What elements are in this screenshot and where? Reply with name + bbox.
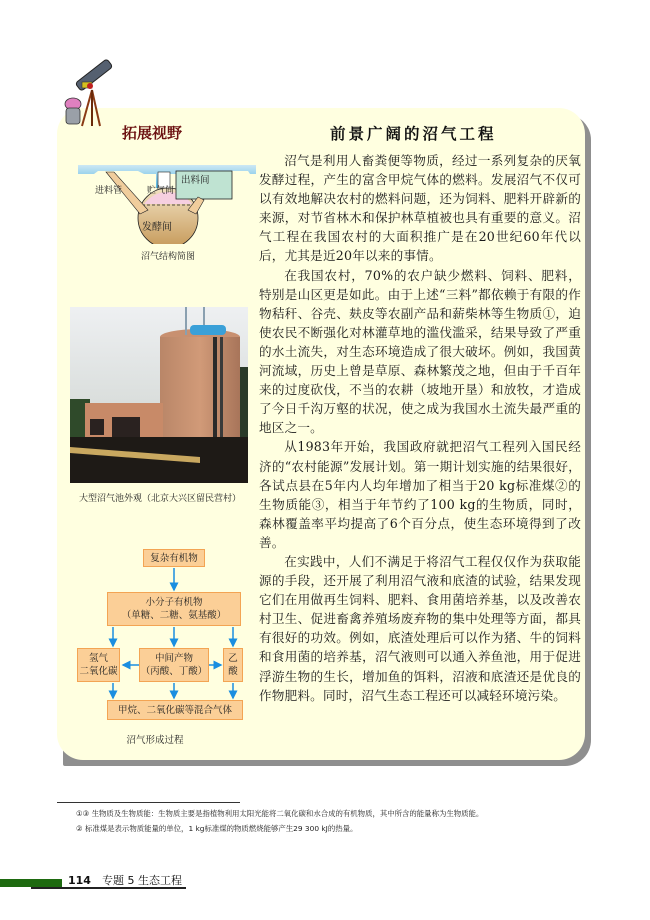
node-mixed-gas: 甲烷、二氧化碳等混合气体 bbox=[107, 700, 243, 720]
article-title: 前景广阔的沼气工程 bbox=[330, 124, 497, 143]
footnote-1: ①③ 生物质及生物质能：生物质主要是指植物利用太阳光能将二氧化碳和水合成的有机物质，其中所含的能量称为生物质能。 bbox=[76, 809, 484, 818]
node-small-molecules: 小分子有机物 （单糖、二糖、氨基酸） bbox=[107, 592, 241, 626]
node-hydrogen-co2: 氢气 二氧化碳 bbox=[77, 648, 120, 682]
footnote-2: ② 标准煤是表示物质能量的单位，1 kg标准煤的物质燃烧能够产生29 300 kJ的热量。 bbox=[76, 824, 358, 833]
label-inlet: 进料管 bbox=[95, 186, 123, 196]
label-outlet: 出料间 bbox=[181, 175, 210, 186]
paragraph-2: 在我国农村，70%的农户缺少燃料、饲料、肥料，特别是山区更是如此。由于上述“三料”都依赖于有限的作物秸秆、谷壳、麸皮等农副产品和薪柴林等生物质①，迫使农民不断强化对林灌草地的滥伐滥采，结果导致了严重的水土流失，对生态环境造成了很大破坏。例如，我国黄河流域，历史上曾是草原、森林繁茂之地，但由于千百年来的过度砍伐，不当的农耕（坡地开垦）和放牧，才造成了今日千沟万壑的状况，使之成为我国水土流失最严重的地区之一。 bbox=[259, 267, 581, 436]
structure-diagram-caption: 沼气结构简图 bbox=[140, 252, 195, 262]
section-tag: 拓展视野 bbox=[122, 124, 183, 142]
flowchart-arrows bbox=[0, 0, 260, 740]
flowchart-caption: 沼气形成过程 bbox=[126, 735, 184, 746]
page-footer bbox=[68, 872, 182, 888]
paragraph-3: 从1983年开始，我国政府就把沼气工程列入国民经济的“农村能源”发展计划。第一期计划实施的结果很好，各试点县在5年内人均年增加了相当于20 kg标准煤②的生物质能③，相当于年节约了100 kg的生物质，同时，森林覆盖率平均提高了6个百分点，使生态环境得到了改善。 bbox=[259, 439, 581, 550]
chapter-title: 专题 5 生态工程 bbox=[101, 874, 182, 887]
page-number: 114 bbox=[68, 874, 91, 887]
paragraph-1: 沼气是利用人畜粪便等物质，经过一系列复杂的厌氧发酵过程，产生的富含甲烷气体的燃料。发展沼气不仅可以有效地解决农村的燃料问题，还为饲料、肥料开辟新的来源，对节省林木和保护林草植被也具有重要的意义。沼气工程在我国农村的大面积推广是在20世纪60年代以后，尤其是近20年以来的事情。 bbox=[259, 153, 581, 264]
label-fermentation: 发酵间 bbox=[142, 222, 172, 233]
article-body bbox=[259, 151, 581, 705]
node-acetic-acid: 乙 酸 bbox=[223, 648, 243, 682]
node-intermediate: 中间产物 （丙酸、丁酸） bbox=[139, 648, 209, 682]
footnote-divider bbox=[57, 802, 240, 803]
paragraph-4: 在实践中，人们不满足于将沼气工程仅仅作为获取能源的手段，还开展了利用沼气液和底渣的试验，结果发现它们在用做再生饲料、肥料、食用菌培养基，以及改善农村卫生、促进畜禽养殖场废弃物的集中处理等方面，都具有很好的功效。例如，底渣处理后可以作为猪、牛的饲料和食用菌的培养基，沼气液则可以通入养鱼池，用于促进浮游生物的生长，增加鱼的饵料，沼液和底渣还是优良的作物肥料。同时，沼气生态工程还可以减轻环境污染。 bbox=[259, 553, 581, 703]
label-gas-storage: 贮气间 bbox=[147, 186, 175, 196]
photo-caption: 大型沼气池外观（北京大兴区留民营村） bbox=[78, 494, 241, 504]
node-complex-organics: 复杂有机物 bbox=[143, 549, 205, 567]
footer-green-bar bbox=[0, 879, 62, 887]
